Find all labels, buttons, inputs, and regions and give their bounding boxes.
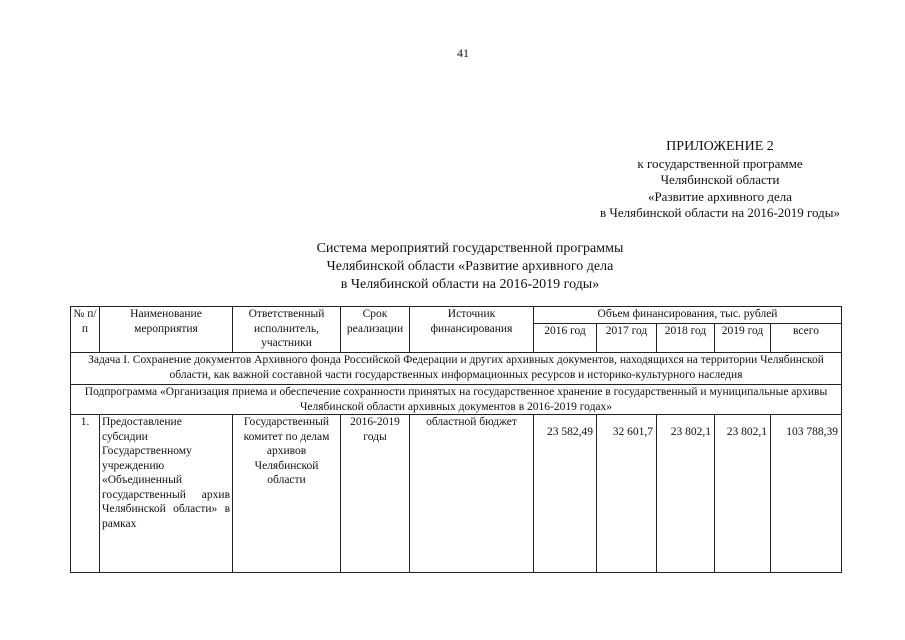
row1-name: Предоставление субсидии Государственному учреждению «Объединенный государственный архив Челябинской области» в рамках [100,415,233,573]
header-num: № п/п [71,307,100,353]
header-funding-group: Объем финансирования, тыс. рублей [534,307,842,324]
row1-2019: 23 802,1 [715,415,771,573]
row1-term: 2016-2019 годы [341,415,410,573]
task-row: Задача I. Сохранение документов Архивного фонда Российской Федерации и других архивных документов, находящихся на территории Челябинской области, как важной составной части государственных информационных ресурсов и историко-культурного наследия [71,353,842,385]
appendix-line: Челябинской области [660,172,780,187]
measures-table [70,306,842,573]
header-year-2017: 2017 год [597,324,657,353]
header-year-2018: 2018 год [657,324,715,353]
header-year-2019: 2019 год [715,324,771,353]
header-year-2016: 2016 год [534,324,597,353]
appendix-line: «Развитие архивного дела [647,188,793,204]
row1-num: 1. [71,415,100,573]
header-responsible: Ответственный исполнитель, участники [233,307,341,353]
title-line: в Челябинской области на 2016-2019 годы» [340,277,600,292]
title-line: Челябинской области «Развитие архивного дела [326,259,614,274]
row1-2017: 32 601,7 [597,415,657,573]
appendix-line: в Челябинской области на 2016-2019 годы» [600,205,840,220]
header-name: Наименование мероприятия [100,307,233,353]
title-line: Система мероприятий государственной программы [316,241,624,256]
row1-2016: 23 582,49 [534,415,597,573]
header-term: Срок реализации [341,307,410,353]
row1-responsible: Государственный комитет по делам архивов Челябинской области [233,415,341,573]
row1-source: областной бюджет [410,415,534,573]
appendix-heading: ПРИЛОЖЕНИЕ 2 [666,139,774,154]
appendix-block [540,139,900,222]
appendix-line: к государственной программе [637,155,803,171]
page-number: 41 [457,46,469,60]
document-title [250,240,690,294]
header-total: всего [771,324,842,353]
subprogram-row: Подпрограмма «Организация приема и обеспечение сохранности принятых на государственное хранение в государственный и муниципальные архивы Челябинской области архивных документов в 2016-2019 годах» [71,385,842,415]
header-source: Источник финансирования [410,307,534,353]
row1-2018: 23 802,1 [657,415,715,573]
row1-total: 103 788,39 [771,415,842,573]
